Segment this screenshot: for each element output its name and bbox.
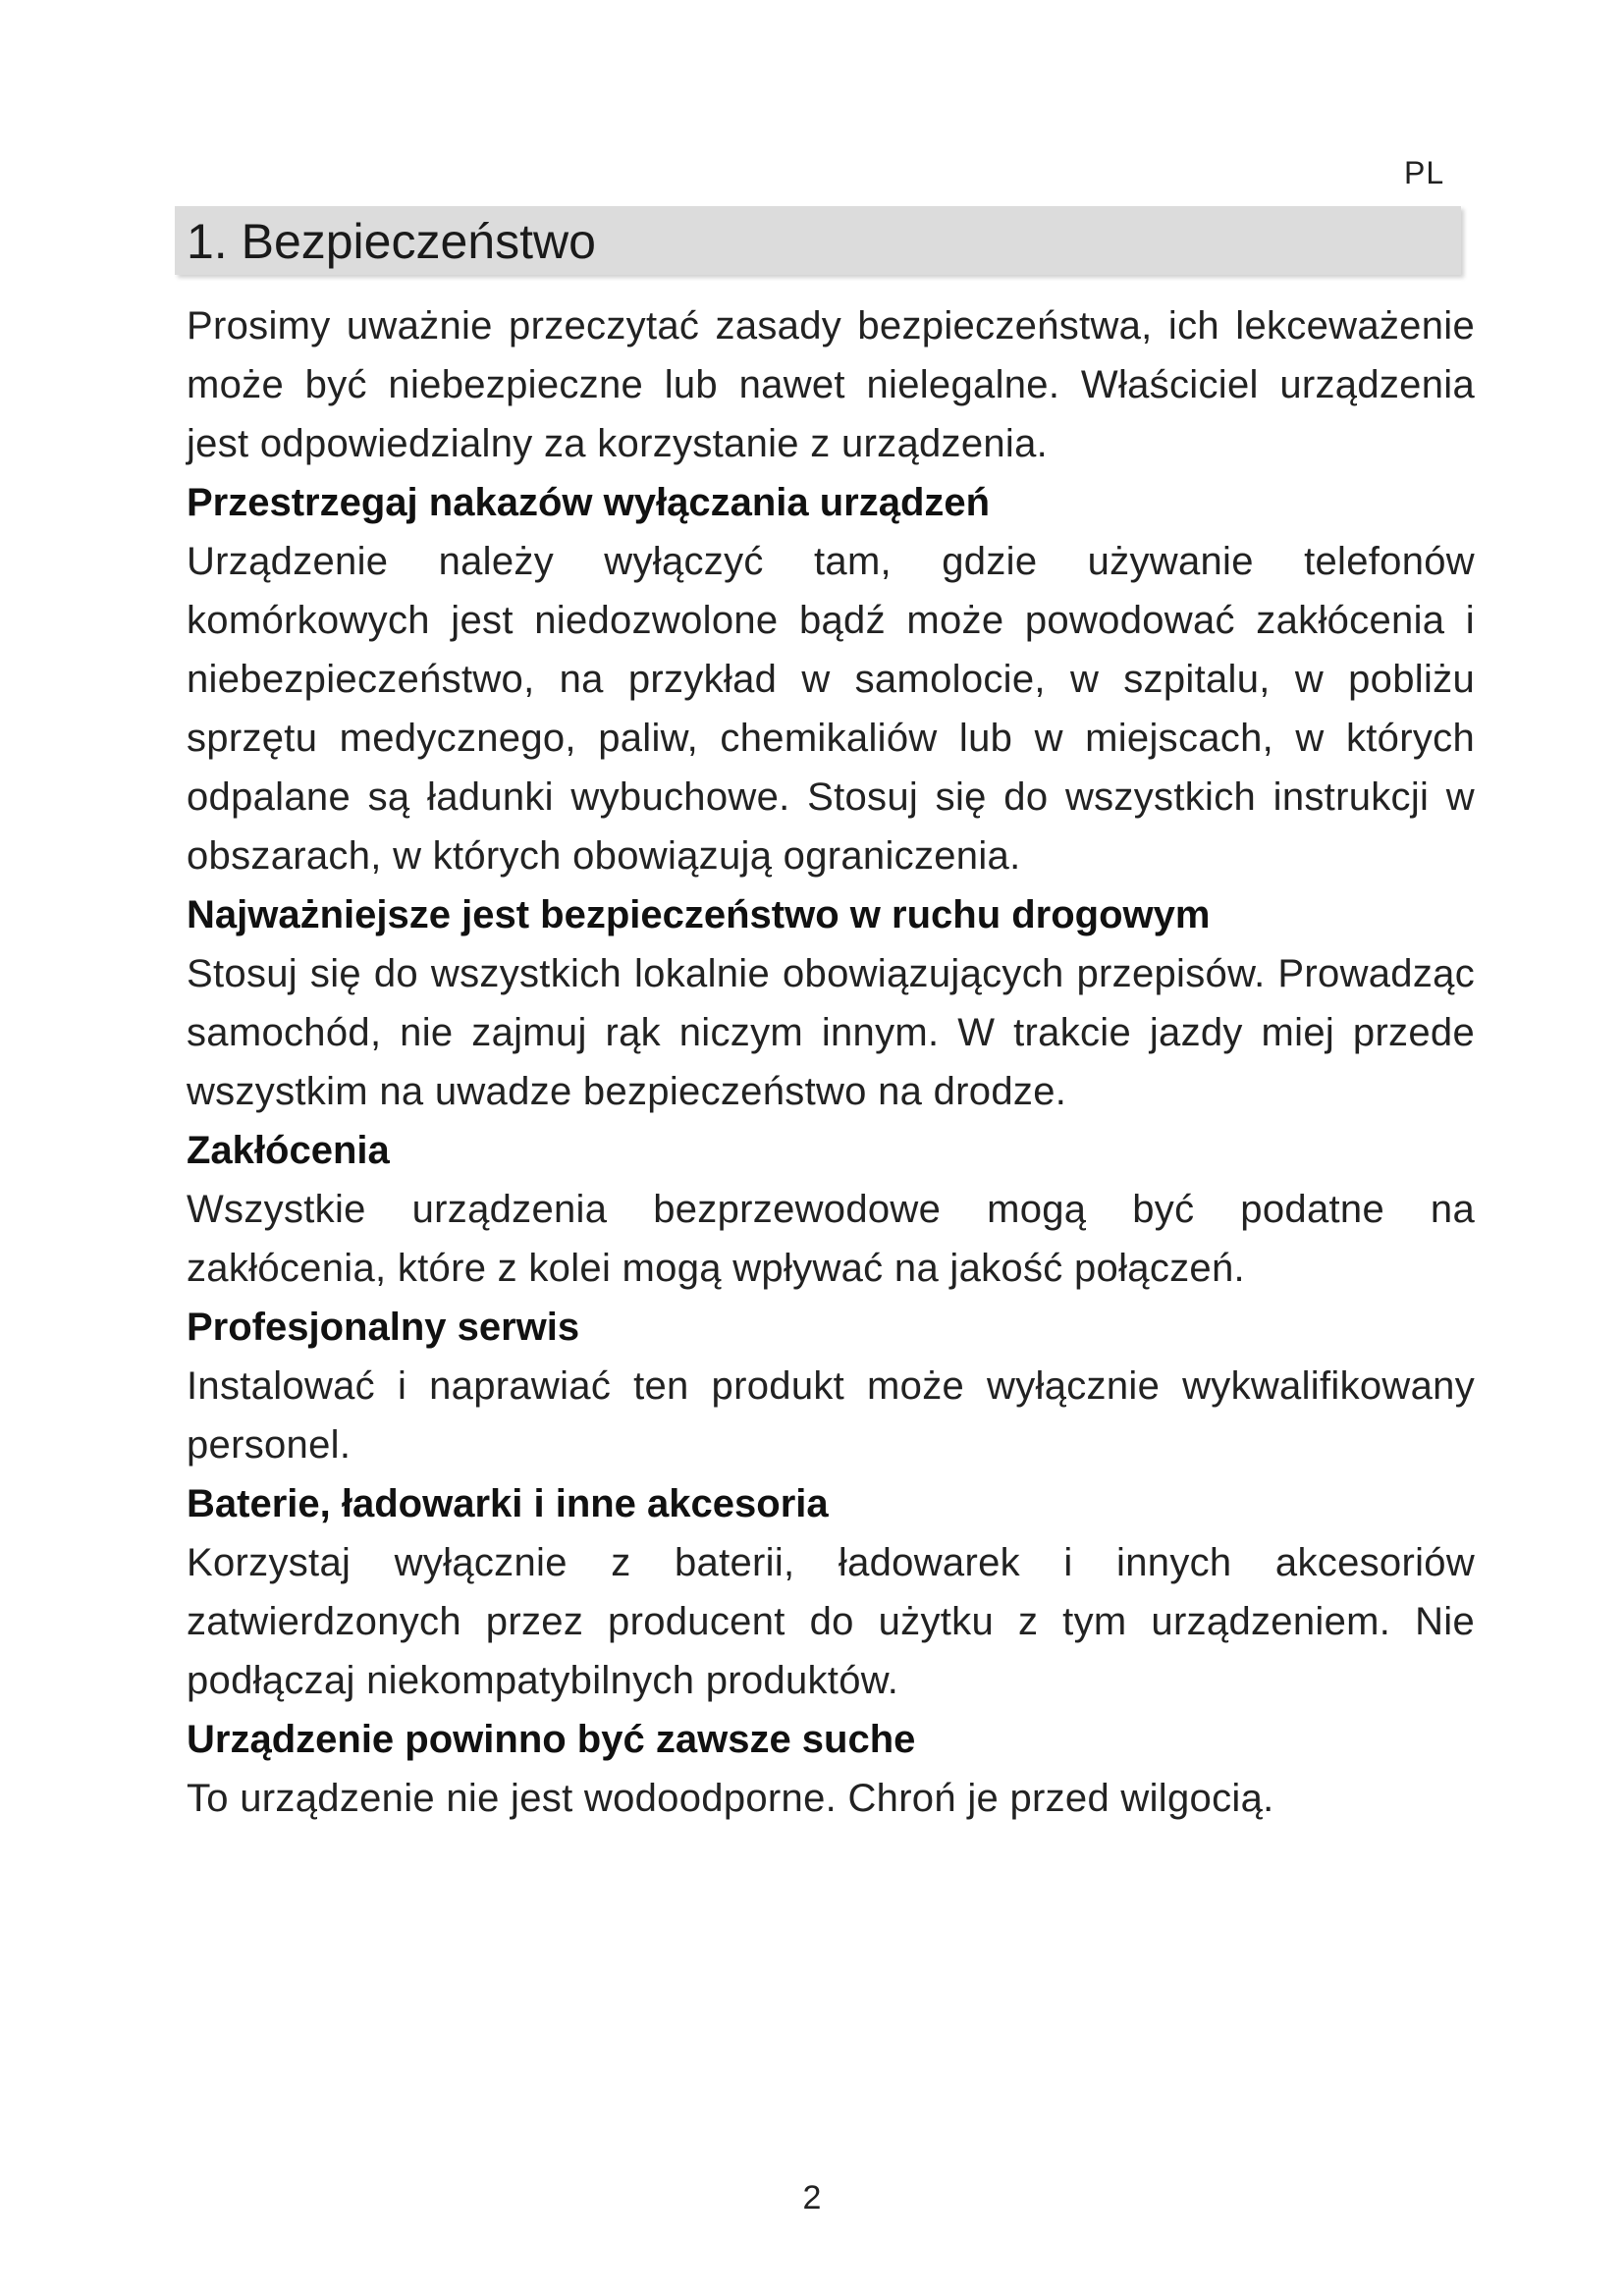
section-heading-interference: Zakłócenia: [187, 1129, 390, 1172]
section-body-road-safety: Stosuj się do wszystkich lokalnie obowiązujących przepisów. Prowadząc samochód, nie zajmuj rąk niczym innym. W trakcie jazdy miej przede wszystkim na uwadze bezpieczeństwo na drodze.: [187, 952, 1475, 1113]
section-heading-shutdown: Przestrzegaj nakazów wyłączania urządzeń: [187, 481, 991, 524]
section-heading-dry: Urządzenie powinno być zawsze suche: [187, 1718, 916, 1761]
section-body-shutdown: Urządzenie należy wyłączyć tam, gdzie używanie telefonów komórkowych jest niedozwolone bądź może powodować zakłócenia i niebezpieczeństwo, na przykład w samolocie, w szpitalu, w pobliżu sprzętu medycznego, paliw, chemikaliów lub w miejscach, w których odpalane są ładunki wybuchowe. Stosuj się do wszystkich instrukcji w obszarach, w których obowiązują ograniczenia.: [187, 540, 1475, 878]
section-body-service: Instalować i naprawiać ten produkt może wyłącznie wykwalifikowany personel.: [187, 1364, 1475, 1467]
page-number: 2: [802, 2179, 822, 2216]
section-body-dry: To urządzenie nie jest wodoodporne. Chroń je przed wilgocią.: [187, 1777, 1274, 1820]
section-heading-service: Profesjonalny serwis: [187, 1306, 580, 1349]
intro-paragraph: Prosimy uważnie przeczytać zasady bezpieczeństwa, ich lekceważenie może być niebezpieczne lub nawet nielegalne. Właściciel urządzenia jest odpowiedzialny za korzystanie z urządzenia.: [187, 304, 1475, 465]
language-label: PL: [1404, 155, 1445, 190]
section-body-interference: Wszystkie urządzenia bezprzewodowe mogą być podatne na zakłócenia, które z kolei mogą wpływać na jakość połączeń.: [187, 1188, 1475, 1290]
section-heading-road-safety: Najważniejsze jest bezpieczeństwo w ruchu drogowym: [187, 893, 1211, 936]
section-heading-accessories: Baterie, ładowarki i inne akcesoria: [187, 1482, 829, 1525]
content: [187, 296, 1475, 1828]
page-title: 1. Bezpieczeństwo: [187, 214, 596, 269]
section-body-accessories: Korzystaj wyłącznie z baterii, ładowarek i innych akcesoriów zatwierdzonych przez producent do użytku z tym urządzeniem. Nie podłączaj niekompatybilnych produktów.: [187, 1541, 1475, 1702]
